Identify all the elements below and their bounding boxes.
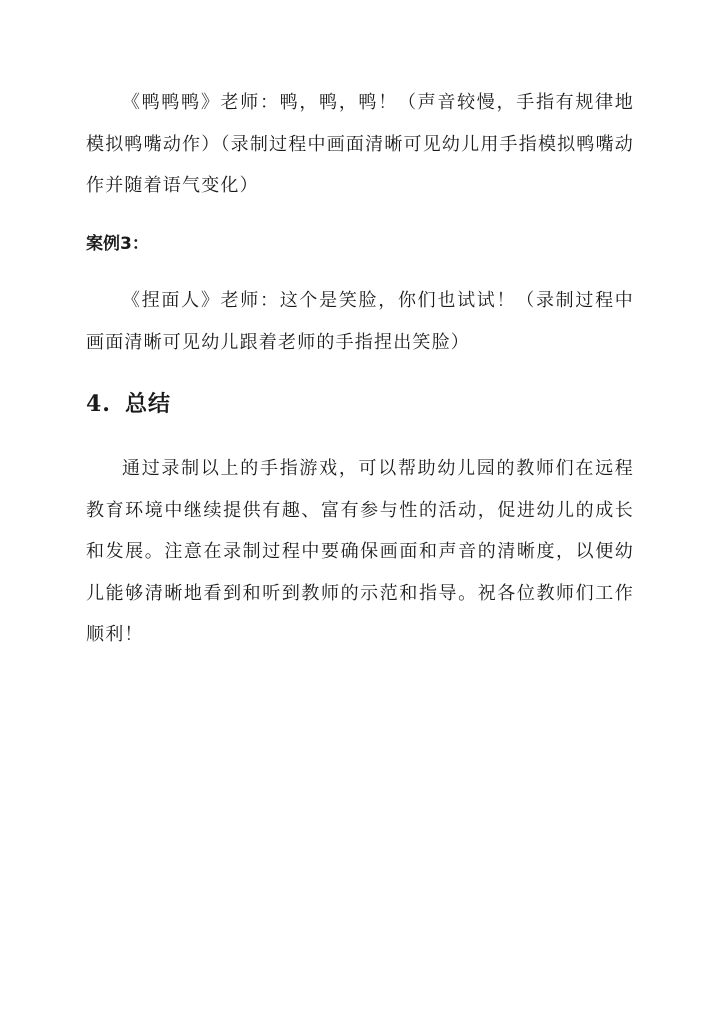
paragraph-dough-figure-game: 《捏面人》老师：这个是笑脸，你们也试试！（录制过程中画面清晰可见幼儿跟着老师的手指捏出笑脸） [86, 290, 634, 353]
case-3-heading: 案例3： [86, 234, 149, 254]
paragraph-summary: 通过录制以上的手指游戏，可以帮助幼儿园的教师们在远程教育环境中继续提供有趣、富有参与性的活动，促进幼儿的成长和发展。注意在录制过程中要确保画面和声音的清晰度，以便幼儿能够清晰地看到和听到教师的示范和指导。祝各位教师们工作顺利！ [86, 458, 634, 645]
paragraph-duck-game: 《鸭鸭鸭》老师：鸭，鸭，鸭！（声音较慢，手指有规律地模拟鸭嘴动作）（录制过程中画面清晰可见幼儿用手指模拟鸭嘴动作并随着语气变化） [86, 92, 634, 196]
section-number: 4. [86, 391, 111, 417]
section-heading-summary [86, 384, 171, 424]
section-title: 总结 [124, 391, 171, 417]
